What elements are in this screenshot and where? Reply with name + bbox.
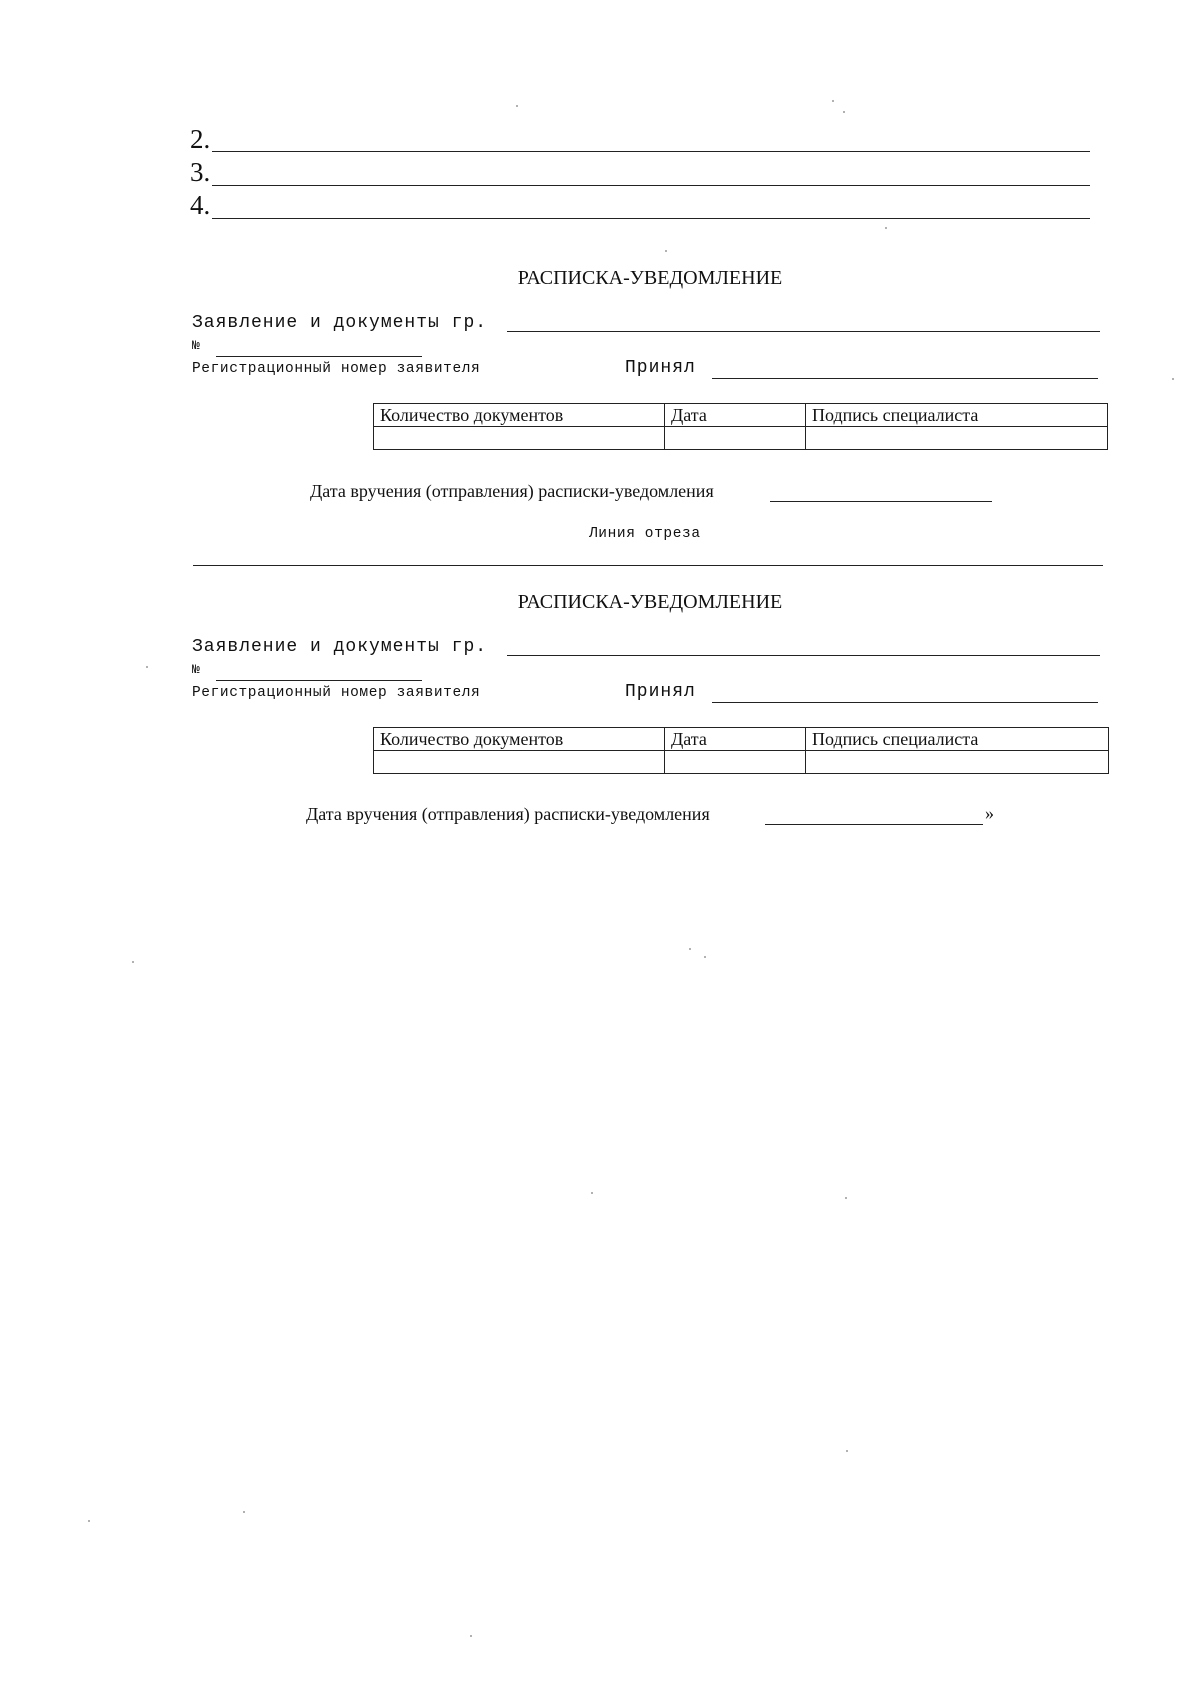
signature-cell[interactable] bbox=[806, 751, 1109, 774]
applicant-name-field[interactable] bbox=[507, 655, 1100, 656]
table-row bbox=[374, 751, 1109, 774]
doc-count-cell[interactable] bbox=[374, 427, 665, 450]
accepted-by-field[interactable] bbox=[712, 378, 1098, 379]
receipt-table bbox=[373, 403, 1108, 450]
delivery-date-field[interactable] bbox=[770, 501, 992, 502]
receipt-title: РАСПИСКА-УВЕДОМЛЕНИЕ bbox=[517, 591, 783, 613]
header-date: Дата bbox=[665, 404, 806, 427]
number-label: № bbox=[192, 338, 200, 353]
signature-cell[interactable] bbox=[806, 427, 1108, 450]
applicant-label: Заявление и документы гр. bbox=[192, 313, 488, 333]
delivery-date-label: Дата вручения (отправления) расписки-уведомления bbox=[310, 481, 714, 501]
header-signature: Подпись специалиста bbox=[806, 728, 1109, 751]
header-signature: Подпись специалиста bbox=[806, 404, 1108, 427]
delivery-date-field[interactable] bbox=[765, 824, 983, 825]
applicant-label: Заявление и документы гр. bbox=[192, 637, 488, 657]
receipt-title: РАСПИСКА-УВЕДОМЛЕНИЕ bbox=[517, 267, 783, 289]
applicant-name-field[interactable] bbox=[507, 331, 1100, 332]
number-label: № bbox=[192, 662, 200, 677]
table-row bbox=[374, 427, 1108, 450]
date-cell[interactable] bbox=[665, 751, 806, 774]
list-item-number: 3. bbox=[190, 157, 211, 187]
list-item-number: 2. bbox=[190, 124, 211, 154]
closing-quote-mark: » bbox=[985, 803, 994, 823]
accepted-label: Принял bbox=[625, 358, 696, 378]
blank-line bbox=[212, 185, 1090, 186]
list-item-number: 4. bbox=[190, 190, 211, 220]
cut-line bbox=[193, 565, 1103, 566]
blank-line bbox=[212, 218, 1090, 219]
reg-number-field[interactable] bbox=[216, 356, 422, 357]
accepted-label: Принял bbox=[625, 682, 696, 702]
header-date: Дата bbox=[665, 728, 806, 751]
date-cell[interactable] bbox=[665, 427, 806, 450]
table-header-row bbox=[374, 728, 1109, 751]
reg-number-caption: Регистрационный номер заявителя bbox=[192, 361, 481, 377]
header-doc-count: Количество документов bbox=[374, 404, 665, 427]
accepted-by-field[interactable] bbox=[712, 702, 1098, 703]
reg-number-field[interactable] bbox=[216, 680, 422, 681]
doc-count-cell[interactable] bbox=[374, 751, 665, 774]
cut-line-label: Линия отреза bbox=[589, 526, 701, 542]
table-header-row bbox=[374, 404, 1108, 427]
reg-number-caption: Регистрационный номер заявителя bbox=[192, 685, 481, 701]
blank-line bbox=[212, 151, 1090, 152]
delivery-date-label: Дата вручения (отправления) расписки-уведомления bbox=[306, 804, 710, 824]
receipt-table bbox=[373, 727, 1109, 774]
header-doc-count: Количество документов bbox=[374, 728, 665, 751]
